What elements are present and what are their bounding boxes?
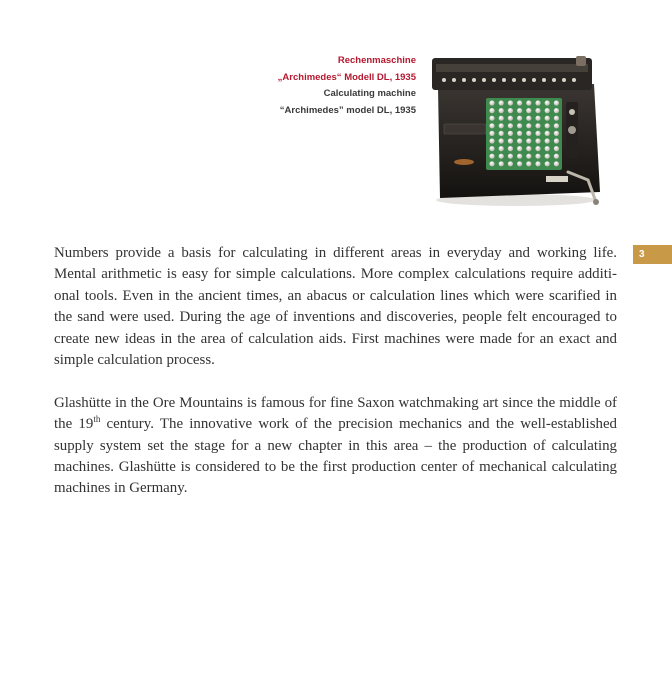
machine-key: [526, 116, 531, 121]
machine-key: [508, 116, 513, 121]
machine-key: [554, 161, 559, 166]
machine-key: [499, 131, 504, 136]
paragraph-intro: Numbers provide a basis for calculating in different areas in everyday and working life. Mental arithmetic is easy for simple calculations. More complex calculations require additional tools. Even in the ancient times, an abacus or calculation lines which were scarified in the sand were used. During the age of inventions and discoveries, people felt encouraged to create new ideas in the area of calculation aids. First machines were made for an exact and simple calculation process.: [54, 245, 617, 369]
caption-german-model: „Archimedes“ Modell DL, 1935: [277, 71, 416, 83]
machine-key: [508, 108, 513, 113]
machine-key: [554, 100, 559, 105]
machine-key: [517, 123, 522, 128]
caption-english-title: Calculating machine: [323, 88, 416, 99]
machine-key: [554, 154, 559, 159]
machine-key: [489, 108, 494, 113]
image-caption: [278, 53, 416, 119]
machine-key: [526, 100, 531, 105]
machine-key: [517, 138, 522, 143]
machine-key: [554, 108, 559, 113]
machine-key: [517, 108, 522, 113]
machine-key: [554, 138, 559, 143]
machine-key: [535, 138, 540, 143]
machine-key: [535, 131, 540, 136]
caption-german-title: Rechenmaschine: [337, 55, 416, 66]
machine-key: [517, 100, 522, 105]
machine-key: [517, 154, 522, 159]
machine-key: [499, 161, 504, 166]
machine-key: [499, 108, 504, 113]
machine-key: [489, 100, 494, 105]
machine-key: [535, 123, 540, 128]
paragraph-glashuette-end: century. The innovative work of the precision mechanics and the well-established supply system set the stage for a new chapter in this area – the production of calculating machines. Glashütte is considered to be the first production center of mechanical calculating machines in Germany.: [54, 416, 617, 497]
machine-key: [535, 108, 540, 113]
machine-key: [545, 131, 550, 136]
machine-key: [499, 138, 504, 143]
machine-key: [545, 100, 550, 105]
machine-key: [508, 100, 513, 105]
machine-key: [499, 154, 504, 159]
machine-key: [508, 146, 513, 151]
machine-key: [517, 146, 522, 151]
machine-key: [489, 123, 494, 128]
machine-key: [526, 154, 531, 159]
machine-key: [517, 116, 522, 121]
machine-key: [489, 138, 494, 143]
machine-key: [526, 161, 531, 166]
machine-key: [554, 123, 559, 128]
page-number-tab: 3: [633, 245, 672, 264]
machine-key: [545, 116, 550, 121]
calculating-machine-photo: [428, 52, 604, 208]
machine-key: [526, 138, 531, 143]
machine-key: [545, 123, 550, 128]
machine-key: [545, 146, 550, 151]
machine-key: [554, 146, 559, 151]
brand-badge: [454, 159, 474, 165]
machine-key: [545, 161, 550, 166]
paragraph-glashuette: [54, 393, 617, 500]
machine-key: [535, 116, 540, 121]
machine-key: [508, 138, 513, 143]
machine-key: [545, 138, 550, 143]
machine-key: [499, 123, 504, 128]
body-text: [54, 243, 617, 521]
machine-carriage: [432, 58, 592, 90]
machine-key: [535, 154, 540, 159]
paragraph-glashuette-start: Glashütte in the Ore Mountains is famous for fine Saxon watchmaking art since the middle of the 19: [54, 394, 617, 433]
machine-key: [526, 108, 531, 113]
machine-key: [526, 146, 531, 151]
machine-key: [508, 123, 513, 128]
machine-key: [535, 100, 540, 105]
machine-key: [517, 131, 522, 136]
caption-english-model: “Archimedes” model DL, 1935: [279, 104, 416, 116]
machine-key: [499, 100, 504, 105]
machine-key: [499, 116, 504, 121]
machine-key: [489, 116, 494, 121]
machine-key: [517, 161, 522, 166]
machine-key: [508, 131, 513, 136]
machine-key: [489, 161, 494, 166]
keyboard-panel: [486, 98, 562, 170]
machine-key: [489, 146, 494, 151]
machine-key: [489, 154, 494, 159]
machine-key: [554, 131, 559, 136]
machine-key: [545, 108, 550, 113]
machine-key: [535, 161, 540, 166]
machine-key: [508, 154, 513, 159]
machine-key: [526, 131, 531, 136]
machine-key: [508, 161, 513, 166]
machine-key: [545, 154, 550, 159]
machine-key: [526, 123, 531, 128]
machine-key: [535, 146, 540, 151]
ordinal-suffix: th: [93, 414, 101, 425]
machine-key: [499, 146, 504, 151]
machine-key: [489, 131, 494, 136]
machine-key: [554, 116, 559, 121]
